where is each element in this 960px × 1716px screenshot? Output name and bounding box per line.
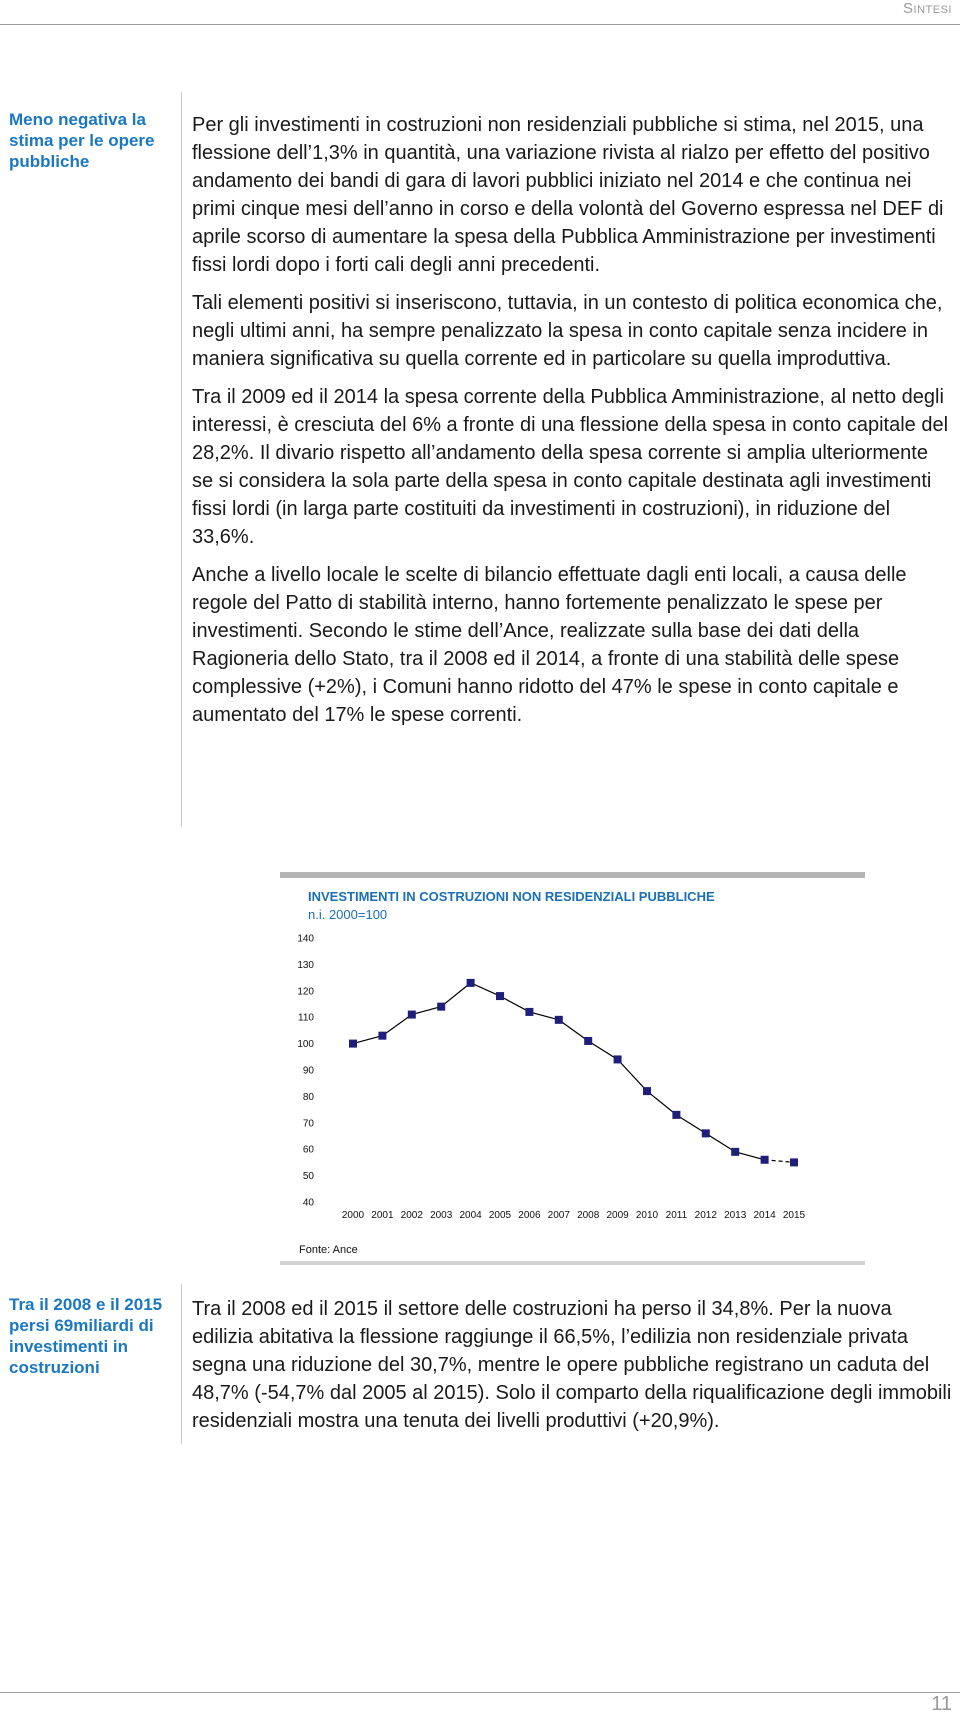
margin-note-opere-pubbliche: Meno negativa la stima per le opere pubbliche [9,110,155,171]
x-tick-label: 2002 [400,1210,423,1221]
data-point [378,1032,386,1040]
data-point [643,1087,651,1095]
y-tick-label: 130 [297,959,314,971]
x-tick-label: 2005 [488,1210,512,1221]
y-tick-label: 40 [302,1197,314,1209]
y-tick-label: 50 [302,1171,314,1183]
x-tick-label: 2011 [665,1210,688,1221]
margin-note-miliardi-persi: Tra il 2008 e il 2015 persi 69miliardi di investimenti in costruzioni [9,1295,163,1377]
paragraph: Per gli investimenti in costruzioni non residenziali pubbliche si stima, nel 2015, una flessione dell’1,3% in quantità, una variazione rivista al rialzo per effetto del positivo andamento dei bandi di gara di lavori pubblici iniziato nel 2014 e che continua nei primi cinque mesi dell’anno in corso e della volontà del Governo espressa nel DEF di aprile scorso di aumentare la spesa della Pubblica Amministrazione per investimenti fissi lordi dopo i forti cali degli anni precedenti. [192,114,944,276]
y-tick-label: 60 [302,1144,314,1156]
chart-bottom-rule [280,1261,865,1265]
x-tick-label: 2003 [430,1210,453,1221]
data-point [790,1158,798,1166]
data-point [731,1148,739,1156]
y-tick-label: 140 [297,933,314,945]
x-tick-label: 2015 [782,1210,806,1221]
data-point [584,1037,592,1045]
x-tick-label: 2014 [753,1210,776,1221]
x-tick-label: 2007 [547,1210,570,1221]
footer-rule [0,1692,960,1693]
paragraph: Anche a livello locale le scelte di bilancio effettuate dagli enti locali, a causa delle regole del Patto di stabilità interno, hanno fortemente penalizzato le spese per investimenti. Secondo le stime dell’Ance, realizzate sulla base dei dati della Ragioneria dello Stato, tra il 2008 ed il 2014, a fronte di una stabilità delle spese complessive (+2%), i Comuni hanno ridotto del 47% le spese in conto capitale e aumentato del 17% le spese correnti. [192,564,907,726]
chart-title: INVESTIMENTI IN COSTRUZIONI NON RESIDENZIALI PUBBLICHE [308,889,715,904]
x-tick-label: 2009 [606,1210,629,1221]
data-point [702,1129,710,1137]
section-text-settore [192,1295,952,1445]
data-point [496,992,504,1000]
data-point [349,1040,357,1048]
paragraph: Tra il 2008 ed il 2015 il settore delle costruzioni ha perso il 34,8%. Per la nuova edilizia abitativa la flessione raggiunge il 66,5%, l’edilizia non residenziale privata segna una riduzione del 30,7%, mentre le opere pubbliche registrano un caduta del 48,7% (-54,7% dal 2005 al 2015). Solo il comparto della riqualificazione degli immobili residenziali mostra una tenuta dei livelli produttivi (+20,9%). [192,1298,952,1432]
chart-subtitle: n.i. 2000=100 [308,907,388,922]
page-number: 11 [931,1693,952,1715]
x-tick-label: 2000 [341,1210,365,1221]
y-tick-label: 120 [297,986,314,998]
y-tick-label: 90 [302,1065,314,1077]
data-point [408,1011,416,1019]
x-tick-label: 2001 [371,1210,394,1221]
x-tick-label: 2012 [694,1210,717,1221]
x-tick-label: 2008 [577,1210,600,1221]
chart-investimenti-pubblici [280,872,865,1265]
y-tick-label: 80 [302,1091,314,1103]
data-point [437,1003,445,1011]
paragraph: Tra il 2009 ed il 2014 la spesa corrente della Pubblica Amministrazione, al netto degli interessi, è cresciuta del 6% a fronte di una flessione della spesa in conto capitale del 28,2%. Il divario rispetto all’andamento della spesa corrente si amplia ulteriormente se si considera la sola parte della spesa in conto capitale destinata agli investimenti fissi lordi (in larga parte costituiti da investimenti in costruzioni), in riduzione del 33,6%. [192,386,949,548]
x-tick-label: 2013 [724,1210,747,1221]
line-chart-svg [280,872,865,1262]
header-rule [0,24,960,25]
section-text-investimenti [192,111,952,739]
paragraph: Tali elementi positivi si inseriscono, tuttavia, in un contesto di politica economica che, negli ultimi anni, ha sempre penalizzato la spesa in conto capitale senza incidere in maniera significativa su quella corrente ed in particolare su quella improduttiva. [192,292,943,370]
y-tick-label: 100 [297,1039,314,1051]
x-tick-label: 2004 [459,1210,482,1221]
data-point [525,1008,533,1016]
margin-divider-2 [181,1284,182,1444]
data-point [761,1156,769,1164]
series-line-forecast [765,1160,794,1163]
x-tick-label: 2010 [635,1210,659,1221]
running-header-title: Sintesi [903,0,952,17]
data-point [467,979,475,987]
y-tick-label: 110 [298,1012,314,1024]
data-point [614,1055,622,1063]
data-point [672,1111,680,1119]
data-point [555,1016,563,1024]
y-tick-label: 70 [302,1118,314,1130]
chart-source: Fonte: Ance [299,1244,358,1256]
x-tick-label: 2006 [518,1210,541,1221]
margin-divider [181,92,182,827]
